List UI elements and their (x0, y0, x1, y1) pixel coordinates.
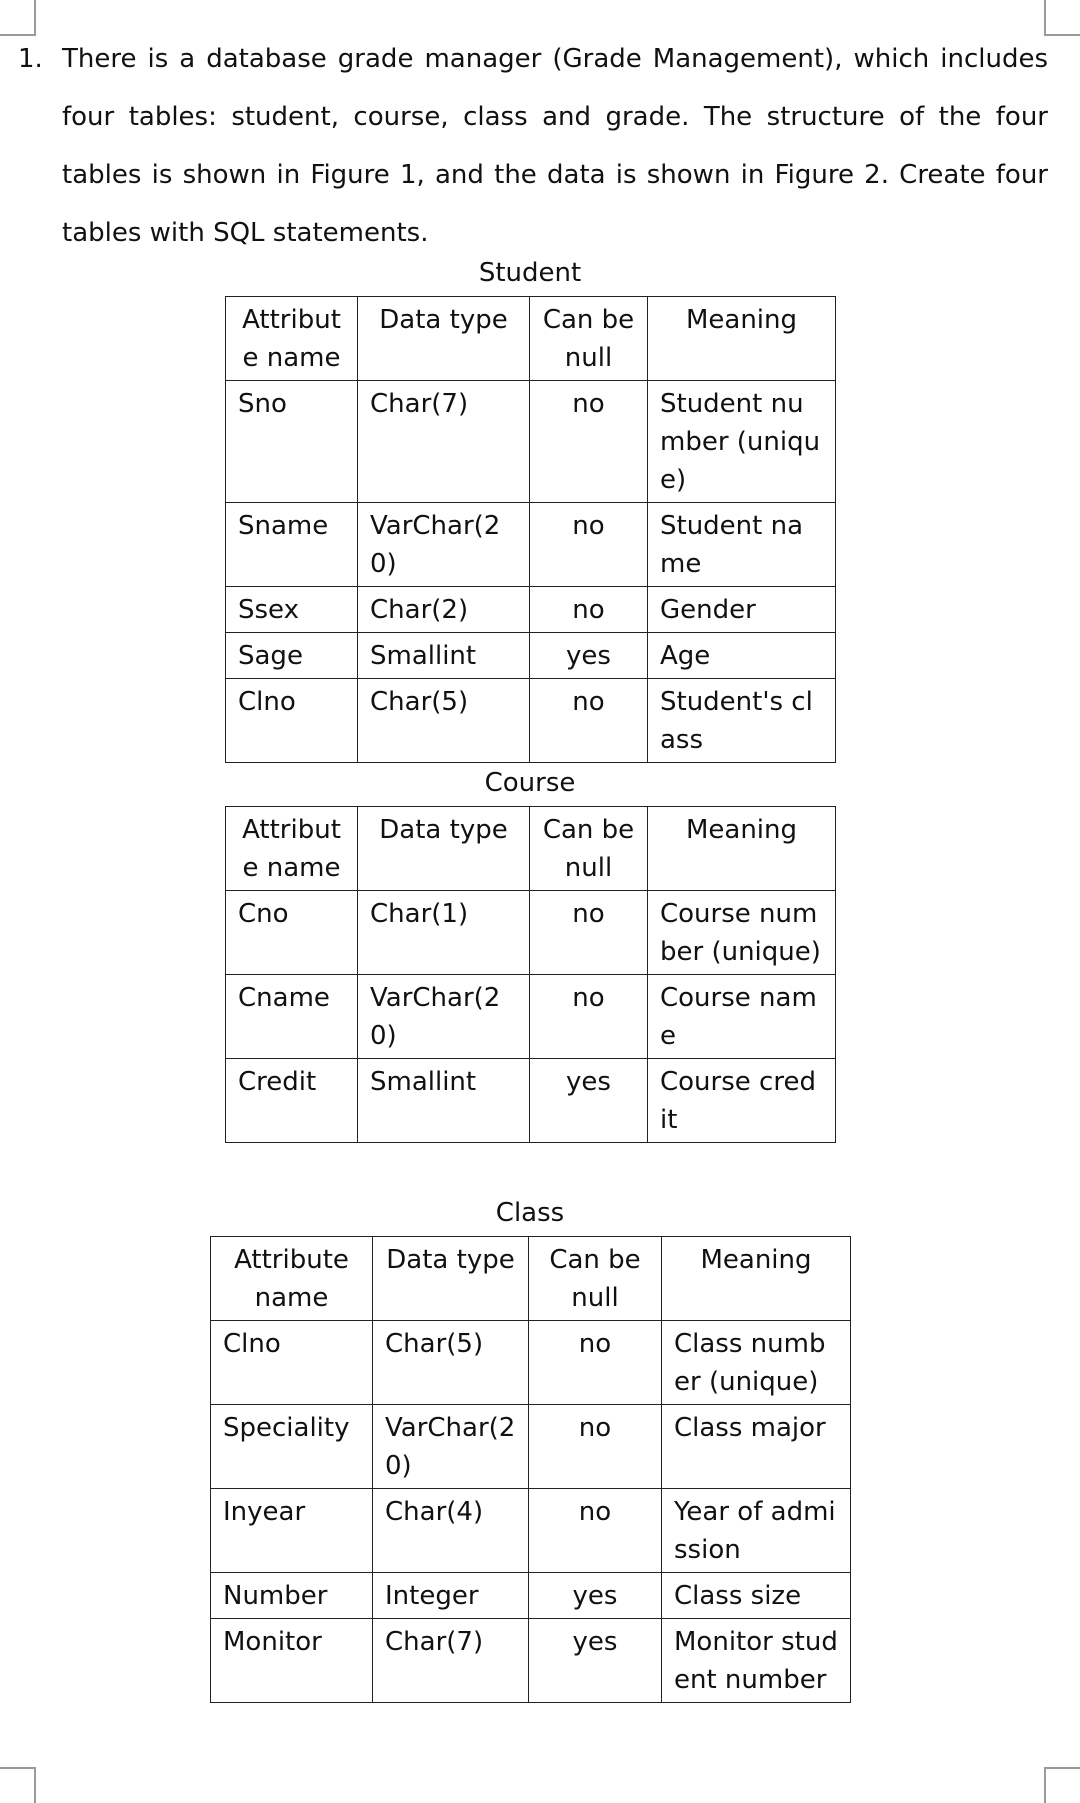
table-cell: VarChar(20) (358, 503, 530, 587)
table-row (211, 1573, 851, 1619)
table-cell: Ssex (226, 587, 358, 633)
table-row (226, 633, 836, 679)
table-cell: VarChar(20) (358, 975, 530, 1059)
column-header: Data type (358, 807, 530, 891)
student-header-row (226, 297, 836, 381)
table-cell: Sno (226, 381, 358, 503)
table-row (226, 975, 836, 1059)
table-cell: Student name (648, 503, 836, 587)
table-cell: yes (530, 1059, 648, 1143)
table-cell: yes (530, 633, 648, 679)
question-number: 1. (18, 44, 43, 74)
table-cell: Sname (226, 503, 358, 587)
table-cell: no (530, 975, 648, 1059)
table-cell: Smallint (358, 633, 530, 679)
table-cell: no (530, 891, 648, 975)
table-cell: yes (529, 1619, 662, 1703)
table-row (211, 1321, 851, 1405)
table-cell: no (529, 1489, 662, 1573)
table-cell: Char(7) (373, 1619, 529, 1703)
table-cell: Char(4) (373, 1489, 529, 1573)
student-table-body (226, 297, 836, 763)
student-table (225, 296, 836, 763)
course-table-body (226, 807, 836, 1143)
column-header: Attribute name (211, 1237, 373, 1321)
page-corner-mark (1044, 0, 1080, 36)
course-table-title: Course (484, 768, 576, 798)
table-row (211, 1489, 851, 1573)
question-paragraph (18, 30, 1048, 262)
table-cell: no (530, 587, 648, 633)
table-cell: Gender (648, 587, 836, 633)
table-cell: Course credit (648, 1059, 836, 1143)
table-cell: no (529, 1405, 662, 1489)
table-cell: Course name (648, 975, 836, 1059)
course-header-row (226, 807, 836, 891)
table-row (211, 1405, 851, 1489)
page-corner-mark (0, 1767, 36, 1803)
table-cell: Monitor (211, 1619, 373, 1703)
column-header: Attribute name (226, 807, 358, 891)
table-cell: Cno (226, 891, 358, 975)
column-header: Data type (358, 297, 530, 381)
table-cell: Clno (226, 679, 358, 763)
table-row (226, 891, 836, 975)
table-cell: Class size (662, 1573, 851, 1619)
table-cell: Student's class (648, 679, 836, 763)
table-cell: Char(2) (358, 587, 530, 633)
table-cell: no (530, 381, 648, 503)
table-cell: no (530, 679, 648, 763)
question-text: There is a database grade manager (Grade Management), which includes four tables: student, course, class and grade. The structure of the four tables is shown in Figure 1, and the data is shown in Figure 2. Create four tables with SQL statements. (62, 44, 1048, 248)
table-cell: Char(7) (358, 381, 530, 503)
column-header: Meaning (648, 297, 836, 381)
table-cell: Student number (unique) (648, 381, 836, 503)
class-table-body (211, 1237, 851, 1703)
table-cell: no (529, 1321, 662, 1405)
class-table (210, 1236, 851, 1703)
table-row (226, 587, 836, 633)
table-row (226, 679, 836, 763)
table-cell: VarChar(20) (373, 1405, 529, 1489)
column-header: Can be null (530, 807, 648, 891)
table-cell: Char(5) (358, 679, 530, 763)
table-cell: Class number (unique) (662, 1321, 851, 1405)
column-header: Can be null (529, 1237, 662, 1321)
column-header: Meaning (648, 807, 836, 891)
table-row (226, 1059, 836, 1143)
table-cell: Inyear (211, 1489, 373, 1573)
table-cell: Integer (373, 1573, 529, 1619)
table-cell: Speciality (211, 1405, 373, 1489)
column-header: Attribute name (226, 297, 358, 381)
table-cell: Char(1) (358, 891, 530, 975)
student-table-title: Student (478, 258, 582, 288)
table-row (226, 381, 836, 503)
column-header: Data type (373, 1237, 529, 1321)
table-cell: Sage (226, 633, 358, 679)
table-cell: no (530, 503, 648, 587)
table-cell: Age (648, 633, 836, 679)
table-row (226, 503, 836, 587)
table-cell: Number (211, 1573, 373, 1619)
table-cell: Credit (226, 1059, 358, 1143)
table-cell: yes (529, 1573, 662, 1619)
column-header: Can be null (530, 297, 648, 381)
table-cell: Monitor student number (662, 1619, 851, 1703)
table-cell: Year of admission (662, 1489, 851, 1573)
class-table-title: Class (495, 1198, 565, 1228)
column-header: Meaning (662, 1237, 851, 1321)
table-row (211, 1619, 851, 1703)
table-cell: Course number (unique) (648, 891, 836, 975)
table-cell: Clno (211, 1321, 373, 1405)
class-header-row (211, 1237, 851, 1321)
table-cell: Smallint (358, 1059, 530, 1143)
table-cell: Class major (662, 1405, 851, 1489)
page-corner-mark (1044, 1767, 1080, 1803)
table-cell: Cname (226, 975, 358, 1059)
course-table (225, 806, 836, 1143)
table-cell: Char(5) (373, 1321, 529, 1405)
